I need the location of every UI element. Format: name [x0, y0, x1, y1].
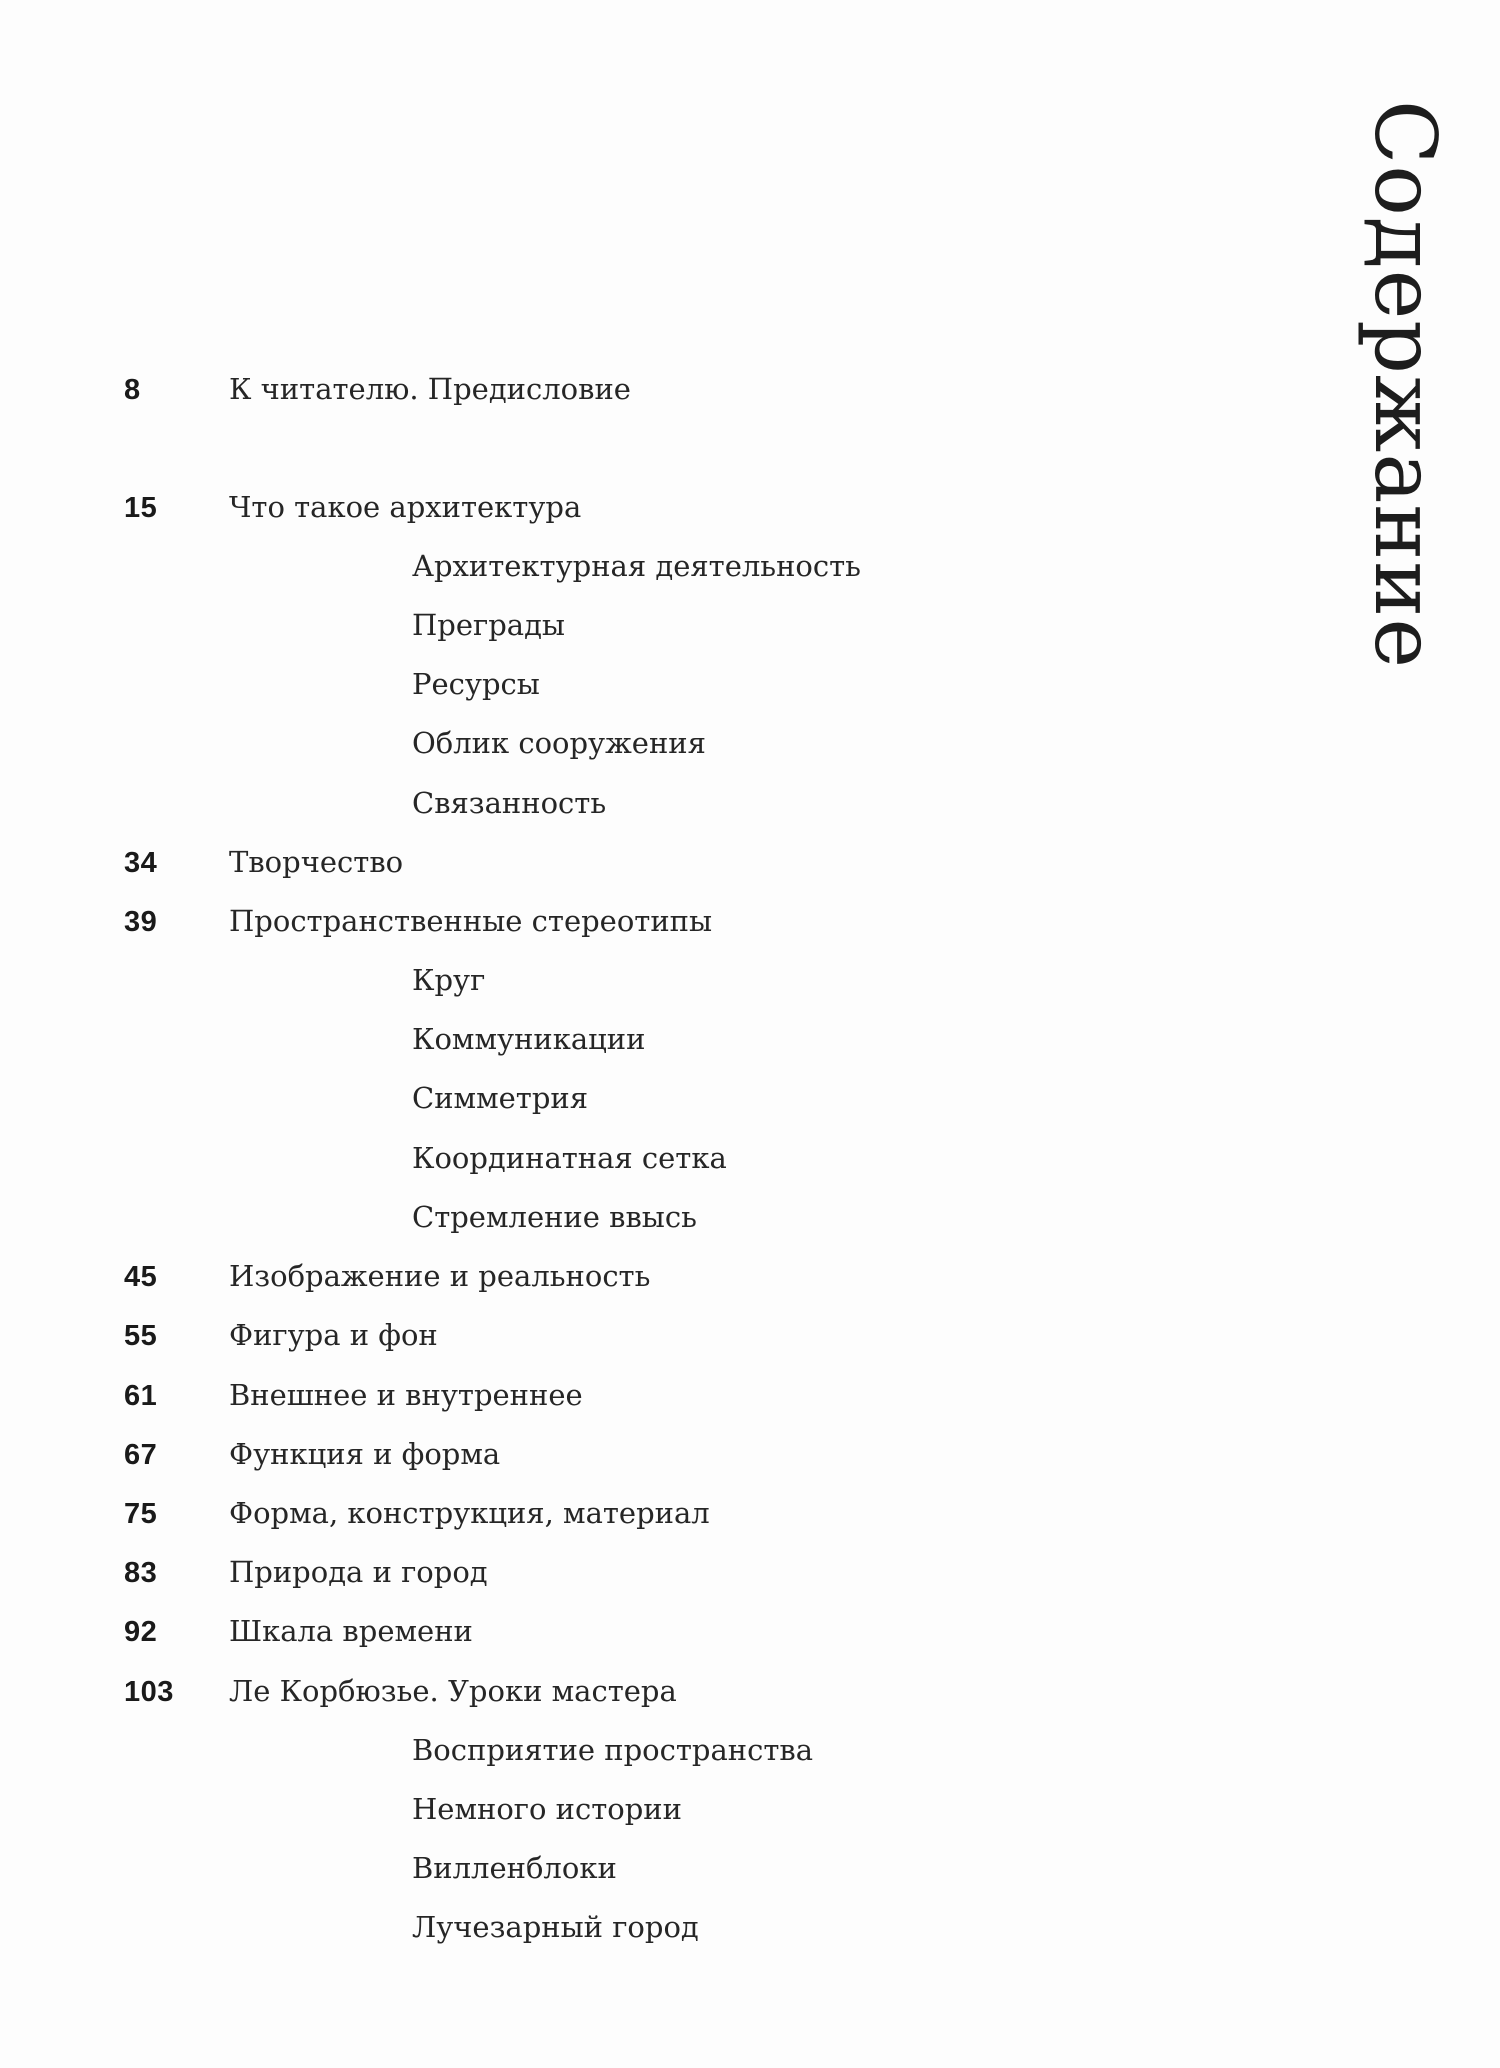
toc-subsection-row [0, 667, 1300, 707]
toc-subsection-row [0, 608, 1300, 648]
toc-subsection-title: Стремление ввысь [412, 1200, 697, 1234]
toc-chapter-row [0, 845, 1300, 885]
toc-subsection-row [0, 1792, 1300, 1832]
toc-subsection-title: Коммуникации [412, 1022, 646, 1056]
toc-subsection-row [0, 1200, 1300, 1240]
toc-chapter-title: Фигура и фон [229, 1318, 438, 1352]
toc-page-number: 92 [124, 1616, 158, 1648]
toc-subsection-row [0, 1851, 1300, 1891]
toc-subsection-title: Архитектурная деятельность [412, 549, 861, 583]
toc-page-number: 45 [124, 1261, 158, 1293]
toc-subsection-title: Ресурсы [412, 667, 540, 701]
toc-chapter-title: Форма, конструкция, материал [229, 1496, 710, 1530]
toc-subsection-title: Координатная сетка [412, 1141, 727, 1175]
toc-page-number: 55 [124, 1320, 158, 1352]
toc-subsection-row [0, 1081, 1300, 1121]
toc-subsection-title: Круг [412, 963, 486, 997]
toc-subsection-row [0, 963, 1300, 1003]
toc-page-number: 15 [124, 492, 158, 524]
toc-subsection-title: Немного истории [412, 1792, 682, 1826]
toc-subsection-title: Лучезарный город [412, 1910, 699, 1944]
toc-subsection-row [0, 1910, 1300, 1950]
toc-chapter-title: Творчество [229, 845, 404, 879]
toc-chapter-row [0, 1437, 1300, 1477]
toc-chapter-title: Пространственные стереотипы [229, 904, 713, 938]
toc-chapter-title: Функция и форма [229, 1437, 501, 1471]
page-heading: Содержание [1356, 100, 1454, 670]
toc-chapter-title: Природа и город [229, 1555, 488, 1589]
toc-chapter-row [0, 904, 1300, 944]
toc-page-number: 34 [124, 847, 158, 879]
toc-chapter-title: Шкала времени [229, 1614, 473, 1648]
toc-page-number: 67 [124, 1439, 158, 1471]
toc-subsection-title: Симметрия [412, 1081, 589, 1115]
toc-subsection-row [0, 726, 1300, 766]
toc-page-number: 8 [124, 374, 141, 406]
toc-page-number: 83 [124, 1557, 158, 1589]
toc-chapter-row [0, 490, 1300, 530]
toc-chapter-row [0, 1555, 1300, 1595]
toc-chapter-title: Ле Корбюзье. Уроки мастера [229, 1674, 677, 1708]
toc-chapter-row [0, 1496, 1300, 1536]
toc-page-number: 103 [124, 1676, 174, 1708]
toc-page-number: 61 [124, 1380, 158, 1412]
toc-subsection-title: Преграды [412, 608, 566, 642]
toc-chapter-row [0, 372, 1300, 412]
toc-subsection-title: Облик сооружения [412, 726, 706, 760]
toc-chapter-row [0, 1674, 1300, 1714]
toc-chapter-row [0, 1614, 1300, 1654]
toc-subsection-row [0, 549, 1300, 589]
toc-subsection-title: Связанность [412, 786, 607, 820]
toc-chapter-row [0, 1318, 1300, 1358]
toc-subsection-row [0, 1022, 1300, 1062]
toc-subsection-row [0, 786, 1300, 826]
toc-subsection-title: Вилленблоки [412, 1851, 617, 1885]
toc-page-number: 75 [124, 1498, 158, 1530]
toc-chapter-title: Что такое архитектура [229, 490, 582, 524]
toc-chapter-title: К читателю. Предисловие [229, 372, 631, 406]
toc-chapter-title: Внешнее и внутреннее [229, 1378, 583, 1412]
toc-page-number: 39 [124, 906, 158, 938]
toc-chapter-title: Изображение и реальность [229, 1259, 651, 1293]
toc-chapter-row [0, 1378, 1300, 1418]
toc-chapter-row [0, 1259, 1300, 1299]
toc-subsection-title: Восприятие пространства [412, 1733, 814, 1767]
toc-subsection-row [0, 1141, 1300, 1181]
toc-subsection-row [0, 1733, 1300, 1773]
